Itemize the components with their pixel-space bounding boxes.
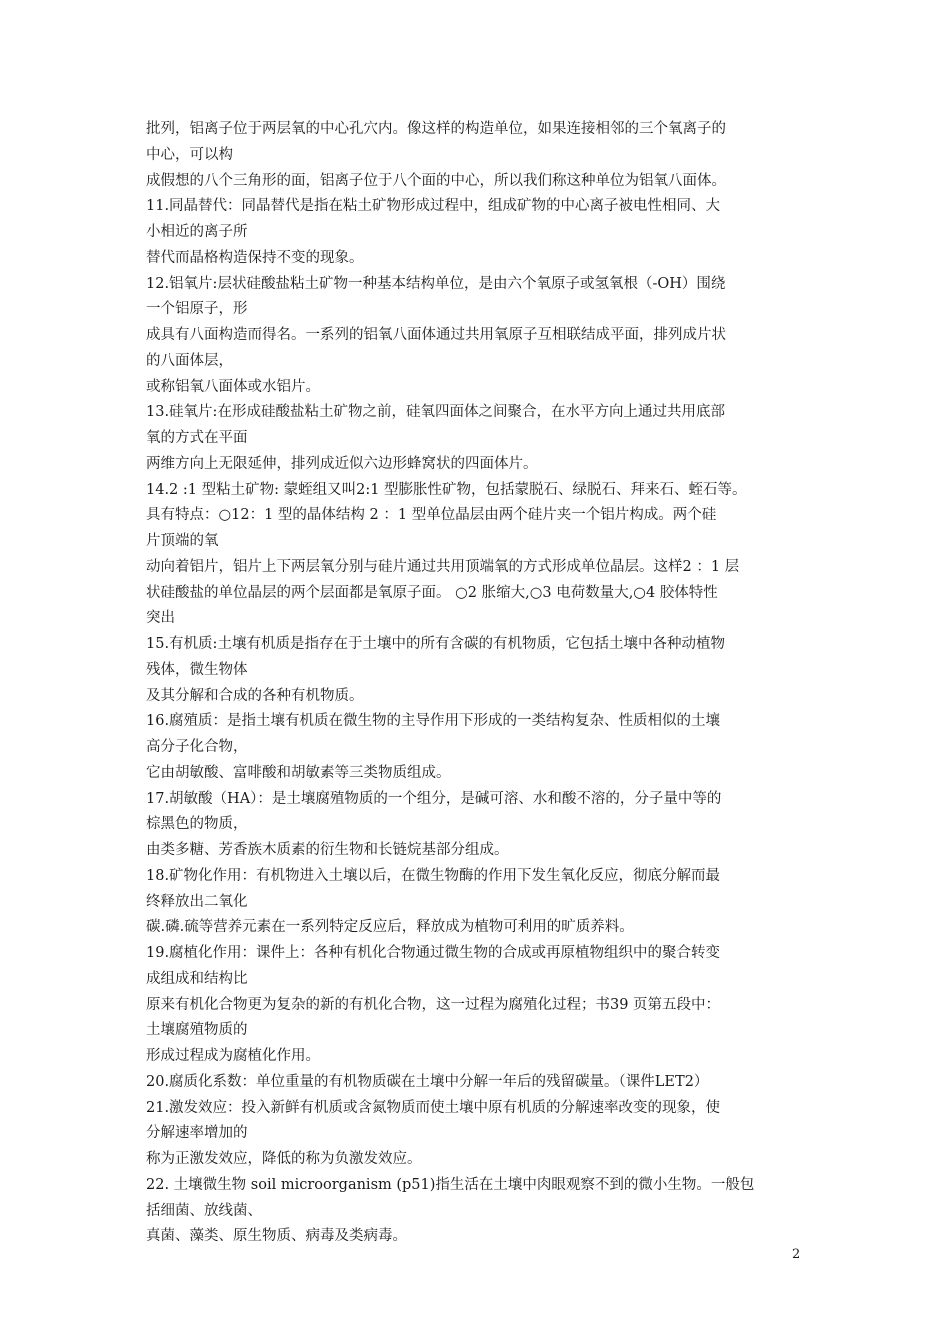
text-line: 成具有八面构造而得名。一系列的铝氧八面体通过共用氧原子互相联结成平面，排列成片状 — [146, 327, 726, 343]
text-line: 或称铝氧八面体或水铝片。 — [146, 378, 320, 395]
text-line: 高分子化合物， — [146, 739, 248, 755]
text-line: 碳.磷.硫等营养元素在一系列特定反应后，释放成为植物可利用的旷质养料。 — [146, 919, 634, 936]
text-line: 具有特点：○12：1 型的晶体结构 2 ：1 型单位晶层由两个硅片夹一个铝片构成。两个硅 — [146, 507, 717, 524]
text-line: 18.矿物化作用：有机物进入土壤以后，在微生物酶的作用下发生氧化反应，彻底分解而最 — [146, 867, 721, 884]
text-line: 突出 — [146, 610, 175, 627]
text-line: 20.腐质化系数：单位重量的有机物质碳在土壤中分解一年后的残留碳量。（课件LET2） — [146, 1073, 709, 1090]
text-line: 中心，可以构 — [146, 146, 233, 163]
text-line: 及其分解和合成的各种有机物质。 — [146, 687, 364, 704]
page-number: 2 — [792, 1247, 801, 1262]
text-line: 两维方向上无限延伸，排列成近似六边形蜂窝状的四面体片。 — [146, 455, 538, 472]
text-line: 片顶端的氧 — [146, 533, 219, 549]
text-line: 15.有机质:土壤有机质是指存在于土壤中的所有含碳的有机物质，它包括土壤中各种动植物 — [146, 636, 725, 652]
text-line: 11.同晶替代：同晶替代是指在粘土矿物形成过程中，组成矿物的中心离子被电性相同、大 — [146, 198, 721, 215]
text-line: 12.铝氧片:层状硅酸盐粘土矿物一种基本结构单位，是由六个氧原子或氢氧根（-OH）围绕 — [146, 275, 726, 292]
text-line: 分解速率增加的 — [146, 1125, 248, 1142]
text-line: 22. 土壤微生物 soil microorganism (p51)指生活在土壤中肉眼观察不到的微小生物。一般包 — [146, 1176, 755, 1193]
text-line: 批列，铝离子位于两层氧的中心孔穴内。像这样的构造单位，如果连接相邻的三个氧离子的 — [146, 121, 726, 137]
text-line: 19.腐植化作用：课件上：各种有机化合物通过微生物的合成或再原植物组织中的聚合转变 — [146, 945, 721, 961]
text-line: 真菌、藻类、原生物质、病毒及类病毒。 — [146, 1228, 407, 1245]
text-line: 土壤腐殖物质的 — [146, 1022, 248, 1039]
text-line: 小相近的离子所 — [146, 224, 248, 240]
text-line: 残体，微生物体 — [146, 661, 248, 678]
text-line: 替代而晶格构造保持不变的现象。 — [146, 249, 364, 266]
text-line: 成组成和结构比 — [146, 970, 248, 987]
text-line: 13.硅氧片:在形成硅酸盐粘土矿物之前，硅氧四面体之间聚合，在水平方向上通过共用底部 — [146, 404, 725, 421]
text-line: 原来有机化合物更为复杂的新的有机化合物，这一过程为腐殖化过程；书39 页第五段中： — [146, 996, 721, 1013]
text-line: 16.腐殖质：是指土壤有机质在微生物的主导作用下形成的一类结构复杂、性质相似的土壤 — [146, 713, 721, 730]
text-line: 称为正激发效应，降低的称为负激发效应。 — [146, 1151, 422, 1167]
text-line: 一个铝原子，形 — [146, 301, 248, 318]
text-line: 终释放出二氧化 — [146, 893, 248, 910]
body-text — [146, 117, 810, 1250]
text-line: 括细菌、放线菌、 — [146, 1202, 262, 1219]
text-line: 14.2 :1 型粘土矿物: 蒙蛭组又叫2:1 型膨胀性矿物，包括蒙脱石、绿脱石、拜来石、蛭石等。 — [146, 481, 747, 498]
text-line: 成假想的八个三角形的面，铝离子位于八个面的中心，所以我们称这种单位为铝氧八面体。 — [146, 172, 726, 189]
text-line: 的八面体层， — [146, 352, 233, 369]
text-line: 棕黑色的物质， — [146, 816, 248, 833]
text-line: 形成过程成为腐植化作用。 — [146, 1048, 320, 1064]
text-line: 氧的方式在平面 — [146, 430, 248, 446]
text-line: 状硅酸盐的单位晶层的两个层面都是氧原子面。 ○2 胀缩大,○3 电荷数量大,○4 胶体特性 — [146, 584, 718, 601]
text-line: 17.胡敏酸（HA）：是土壤腐殖物质的一个组分，是碱可溶、水和酸不溶的，分子量中等的 — [146, 790, 722, 807]
text-line: 动向着铝片，铝片上下两层氧分别与硅片通过共用顶端氧的方式形成单位晶层。这样2 ：1 层 — [146, 558, 740, 575]
text-line: 由类多糖、芳香族木质素的衍生物和长链烷基部分组成。 — [146, 842, 509, 858]
text-line: 21.激发效应：投入新鲜有机质或含氮物质而使土壤中原有机质的分解速率改变的现象，使 — [146, 1099, 721, 1116]
text-line: 它由胡敏酸、富啡酸和胡敏素等三类物质组成。 — [146, 764, 451, 781]
